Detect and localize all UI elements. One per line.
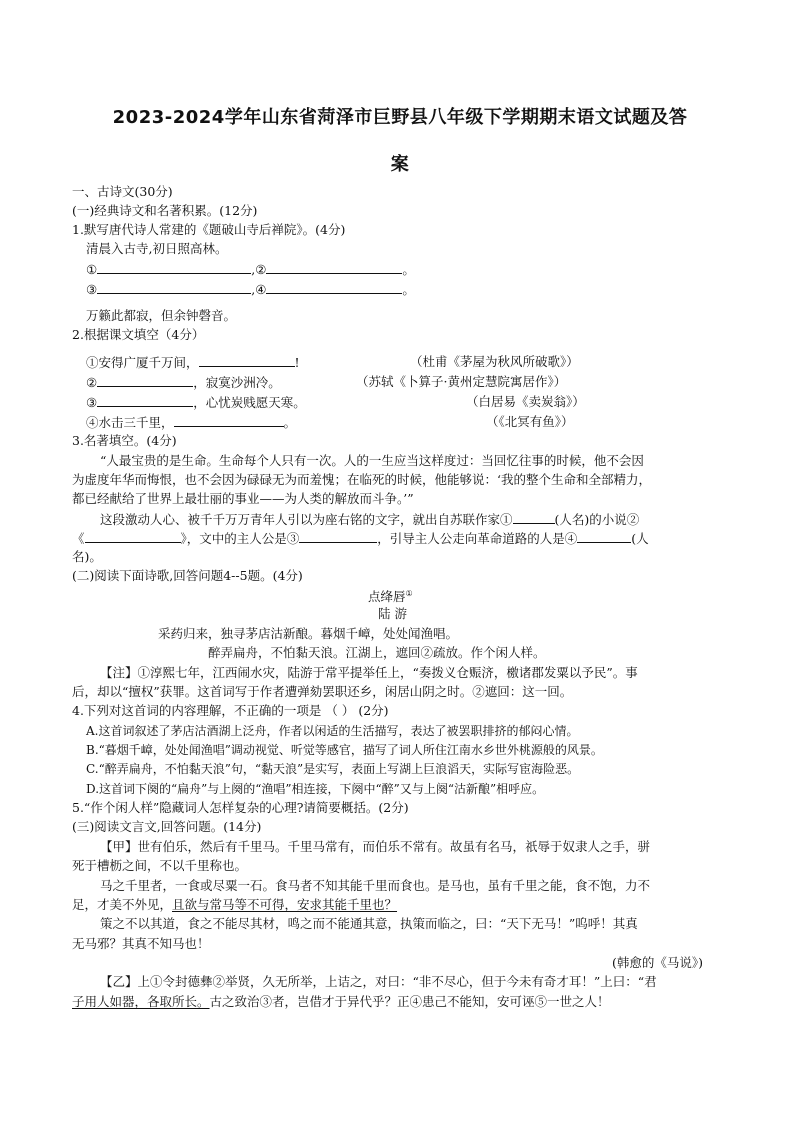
- fill-row-1: [86, 260, 415, 279]
- passage-line: “人最宝贵的是生命。生命每个人只有一次。人的一生应当这样度过：当回忆往事的时候，他不会因: [100, 453, 644, 468]
- option-c: C.“醉弄扁舟，不怕黏天浪”句，“黏天浪”是实写，表面上写湖上巨浪滔天，实际写宦海险恶。: [86, 762, 580, 776]
- verse-text: ，心忧炭贱愿天寒。: [193, 395, 306, 410]
- option-b: B.“暮烟千嶂，处处闻渔唱”调动视觉、听觉等感官，描写了词人所住江南水乡世外桃源般的风景。: [86, 743, 603, 757]
- answer-blank[interactable]: [97, 260, 251, 274]
- blank-marker: ③: [86, 395, 98, 410]
- verse-text: ，寂寞沙洲冷。: [193, 375, 281, 390]
- fill-row-q2-3: [86, 393, 306, 412]
- answer-blank[interactable]: [199, 353, 295, 367]
- answer-blank[interactable]: [299, 529, 377, 543]
- passage-jia-line: 无马邪？其真不知马也！: [72, 936, 210, 951]
- option-d: D.这首词下阕的“扁舟”与上阕的“渔唱”相连接，下阕中“醉”又与上阕“沽新酿”相呼应。: [86, 782, 545, 796]
- passage-line: 名)。: [72, 549, 102, 564]
- passage-jia-line: 策之不以其道，食之不能尽其材，鸣之而不能通其意，执策而临之，曰：“天下无马！”呜呼！其真: [100, 916, 638, 931]
- part-heading-2: (二)阅读下面诗歌,回答问题4--5题。(4分): [72, 568, 303, 583]
- passage-text: 》，文中的主人公是③: [180, 531, 300, 546]
- poem-note: 【注】①淳熙七年，江西闹水灾，陆游于常平提举任上，“奏拨义仓赈济，檄诸郡发粟以予民”。事: [100, 665, 638, 680]
- verse-text: ④水击三千里，: [86, 415, 174, 430]
- question-3-stem: 3.名著填空。(4分): [72, 433, 177, 448]
- passage-line: 都已经献给了世界上最壮丽的事业——为人类的解放而斗争。’”: [72, 491, 414, 506]
- blank-marker: ④: [255, 282, 267, 297]
- poem-note: 后，却以“擅权”获罪。这首词写于作者遭弹劾罢职还乡，闲居山阴之时。②遮回：这一回。: [72, 684, 573, 699]
- punctuation: 。: [283, 415, 297, 430]
- verse-source: （《北冥有鱼》）: [486, 414, 574, 429]
- punctuation: 。: [402, 262, 415, 277]
- passage-text: 《: [72, 531, 85, 546]
- footnote-mark: ①: [405, 589, 413, 598]
- answer-blank[interactable]: [266, 260, 402, 274]
- option-a: A.这首词叙述了茅店沽酒湖上泛舟，作者以闲适的生活描写，表达了被罢职排挤的郁闷心情。: [86, 724, 579, 738]
- fill-row-q2-1: [86, 353, 300, 372]
- blank-marker: ②: [86, 375, 98, 390]
- blank-marker: ①: [86, 262, 98, 277]
- answer-blank[interactable]: [577, 529, 631, 543]
- question-2-stem: 2.根据课文填空（4分）: [72, 327, 205, 342]
- passage-jia-line: 【甲】世有伯乐，然后有千里马。千里马常有，而伯乐不常有。故虽有名马，祇辱于奴隶人之手，骈: [100, 839, 651, 854]
- passage-text: (人名)的小说②: [554, 512, 640, 527]
- fill-row-q3-2: [72, 529, 649, 548]
- poem-author: 陆 游: [378, 606, 407, 621]
- answer-blank[interactable]: [513, 510, 555, 524]
- passage-line: 为虚度年华而悔恨，也不会因为碌碌无为而羞愧；在临死的时候，他能够说：‘我的整个生命和全部精力，: [72, 472, 651, 487]
- passage-jia-line: [72, 896, 397, 914]
- underlined-sentence: 子用人如器，各取所长。: [72, 994, 210, 1009]
- passage-text: 这段激动人心、被千千万万青年人引以为座右铭的文字，就出自苏联作家①: [100, 512, 513, 527]
- passage-jia-line: 马之千里者，一食或尽粟一石。食马者不知其能千里而食也。是马也，虽有千里之能，食不饱，力不: [100, 878, 651, 893]
- answer-blank[interactable]: [266, 280, 402, 294]
- punctuation: ,: [251, 262, 256, 277]
- verse-source: （苏轼《卜算子·黄州定慧院寓居作》）: [356, 374, 567, 389]
- answer-blank[interactable]: [97, 373, 193, 387]
- poem-line: 万籁此都寂，但余钟磬音。: [86, 308, 237, 323]
- exam-title-line-1: 2023-2024学年山东省菏泽市巨野县八年级下学期期末语文试题及答: [112, 107, 688, 128]
- passage-text: 足，才美不外见，: [72, 897, 173, 912]
- poem-line: 采药归来，独寻茅店沽新酿。暮烟千嶂，处处闻渔唱。: [158, 626, 459, 641]
- section-heading: 一、古诗文(30分): [72, 184, 173, 199]
- passage-yi-line: [72, 993, 610, 1011]
- blank-marker: ②: [255, 262, 267, 277]
- part-heading-1: (一)经典诗文和名著积累。(12分): [72, 203, 258, 218]
- part-heading-3: (三)阅读文言文,回答问题。(14分): [72, 819, 262, 834]
- fill-row-q2-4: [86, 413, 296, 432]
- answer-blank[interactable]: [174, 413, 284, 427]
- exam-title-line-2: 案: [390, 154, 410, 175]
- answer-blank[interactable]: [97, 393, 193, 407]
- answer-blank[interactable]: [85, 529, 181, 543]
- question-4-stem: 4.下列对这首词的内容理解，不正确的一项是 （ ） (2分): [72, 703, 389, 718]
- verse-text: ①安得广厦千万间，: [86, 355, 199, 370]
- passage-text: ，引导主人公走向革命道路的人是④: [377, 531, 578, 546]
- underlined-sentence: 且欲与常马等不可得，安求其能千里也？: [172, 897, 398, 912]
- punctuation: !: [294, 355, 300, 370]
- question-1-stem: 1.默写唐代诗人常建的《题破山寺后禅院》。(4分): [72, 222, 346, 237]
- question-5-stem: 5.“作个闲人样”隐藏词人怎样复杂的心理?请简要概括。(2分): [72, 800, 409, 815]
- fill-row-2: [86, 280, 415, 299]
- poem-title: [368, 585, 413, 606]
- passage-jia-line: 死于槽枥之间，不以千里称也。: [72, 858, 248, 873]
- passage-yi-line: 【乙】上①令封德彝②举贤，久无所举，上诘之，对曰：“非不尽心，但于今未有奇才耳！”上曰：“君: [100, 974, 657, 989]
- poem-title-text: 点绛唇: [368, 589, 406, 605]
- passage-text: 古之致治③者，岂借才于异代乎？正④患己不能知，安可诬⑤一世之人！: [209, 994, 610, 1009]
- blank-marker: ③: [86, 282, 98, 297]
- fill-row-q3-1: [100, 510, 639, 529]
- punctuation: ,: [251, 282, 256, 297]
- passage-text: (人: [631, 531, 649, 546]
- poem-line: 醉弄扁舟，不怕黏天浪。江湖上，遮回②疏放。作个闲人样。: [208, 645, 546, 660]
- fill-row-q2-2: [86, 373, 281, 392]
- verse-source: （杜甫《茅屋为秋风所破歌》）: [410, 354, 579, 369]
- poem-line: 清晨入古寺,初日照高林。: [86, 241, 228, 256]
- passage-source: (韩愈的《马说》): [612, 955, 704, 970]
- answer-blank[interactable]: [97, 280, 251, 294]
- punctuation: 。: [402, 282, 415, 297]
- verse-source: （白居易《卖炭翁》）: [466, 394, 585, 409]
